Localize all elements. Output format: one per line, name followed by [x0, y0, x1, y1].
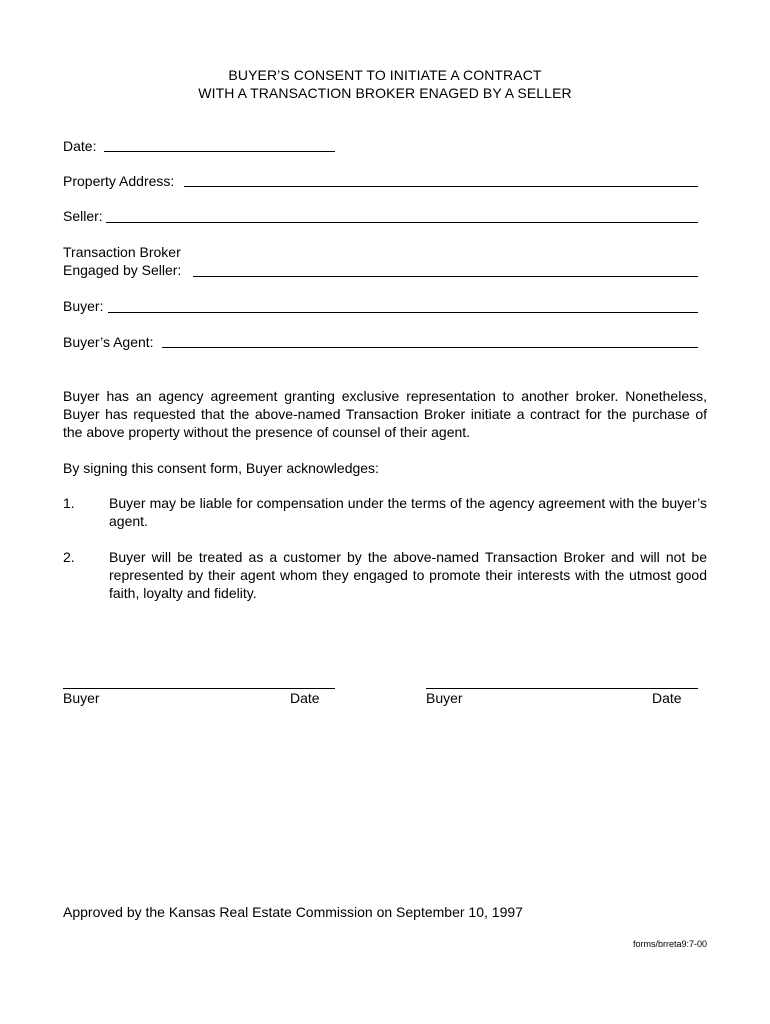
date-field — [63, 138, 96, 154]
buyer-line[interactable] — [108, 312, 698, 313]
item-number: 2. — [63, 549, 75, 565]
item-number: 1. — [63, 495, 75, 511]
buyers-agent-field — [63, 334, 154, 350]
seller-field — [63, 208, 103, 224]
document-title — [0, 66, 770, 102]
buyer-field — [63, 298, 103, 314]
seller-line[interactable] — [106, 222, 698, 223]
form-number: forms/brreta9:7-00 — [632, 939, 707, 949]
broker-field-line1 — [63, 244, 181, 260]
title-line-2: WITH A TRANSACTION BROKER ENAGED BY A SELLER — [198, 85, 572, 101]
left-date-label: Date — [290, 690, 320, 706]
property-address-field — [63, 173, 174, 189]
broker-label-line1: Transaction Broker — [63, 244, 181, 260]
left-buyer-label: Buyer — [63, 690, 100, 706]
right-buyer-label: Buyer — [426, 690, 463, 706]
date-label: Date: — [63, 138, 97, 154]
right-signature-line[interactable] — [426, 688, 698, 689]
buyers-agent-line[interactable] — [162, 347, 698, 348]
acknowledge-intro: By signing this consent form, Buyer acknowledges: — [63, 460, 379, 476]
buyer-label: Buyer: — [63, 298, 104, 314]
right-date-label: Date — [652, 690, 682, 706]
property-address-label: Property Address: — [63, 173, 175, 189]
left-signature-line[interactable] — [63, 688, 335, 689]
property-address-line[interactable] — [184, 186, 698, 187]
seller-label: Seller: — [63, 208, 103, 224]
date-line[interactable] — [104, 151, 335, 152]
item-text: Buyer may be liable for compensation under the terms of the agency agreement with the buyer’s agent. — [109, 495, 707, 529]
agency-paragraph: Buyer has an agency agreement granting exclusive representation to another broker. Nonetheless, Buyer has requested that the above-named Transaction Broker initiate a contract for the purchase of the above property without the presence of counsel of their agent. — [63, 388, 707, 440]
broker-line[interactable] — [193, 276, 698, 277]
title-line-1: BUYER’S CONSENT TO INITIATE A CONTRACT — [228, 67, 542, 83]
broker-label-line2: Engaged by Seller: — [63, 262, 182, 278]
buyers-agent-label: Buyer’s Agent: — [63, 334, 154, 350]
acknowledgement-item-1 — [63, 494, 707, 530]
approval-note: Approved by the Kansas Real Estate Commission on September 10, 1997 — [63, 904, 523, 920]
acknowledgement-item-2 — [63, 548, 707, 602]
broker-field-line2 — [63, 262, 181, 278]
item-text: Buyer will be treated as a customer by the above-named Transaction Broker and will not be represented by their agent whom they engaged to promote their interests with the utmost good faith, loyalty and fidelity. — [109, 549, 707, 601]
